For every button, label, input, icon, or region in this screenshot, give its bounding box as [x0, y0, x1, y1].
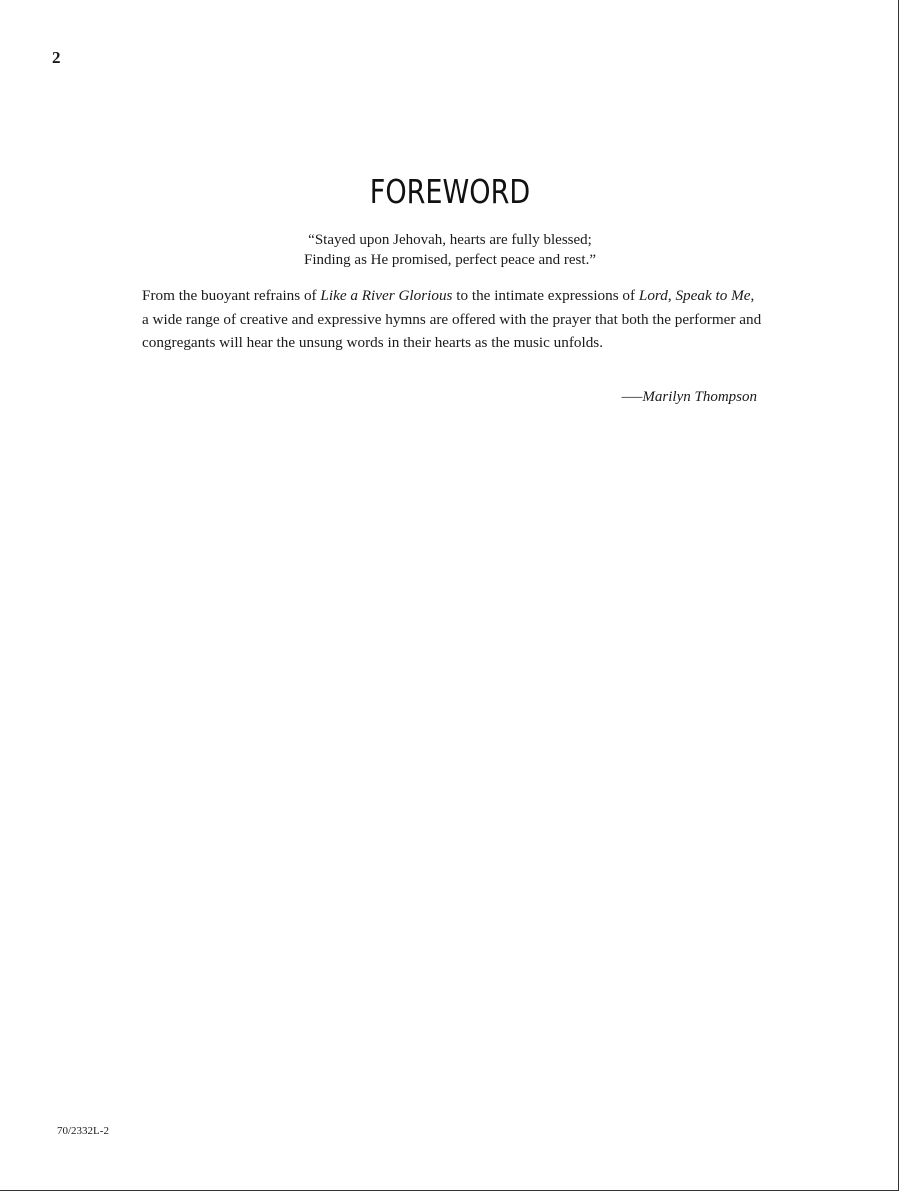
paragraph-text-2: to the intimate expressions of	[452, 287, 639, 304]
author-attribution: —–Marilyn Thompson	[621, 389, 757, 405]
epigraph	[0, 230, 900, 270]
foreword-paragraph	[142, 284, 762, 355]
epigraph-line-1: “Stayed upon Jehovah, hearts are fully blessed;	[308, 232, 592, 248]
page-title: FOREWORD	[369, 172, 531, 211]
paragraph-text-1: From the buoyant refrains of	[142, 287, 321, 304]
hymn-title-like-a-river-glorious: Like a River Glorious	[320, 287, 453, 304]
catalog-number: 70/2332L-2	[57, 1125, 109, 1137]
hymn-title-lord-speak-to-me: Lord, Speak to Me	[638, 287, 751, 304]
page-number: 2	[52, 48, 61, 67]
epigraph-line-2: Finding as He promised, perfect peace and rest.”	[304, 252, 596, 268]
paragraph-text-3: , a wide range of creative and expressive hymns are offered with the prayer that both the performer and congregants will hear the unsung words in their hearts as the music unfolds.	[142, 287, 762, 351]
